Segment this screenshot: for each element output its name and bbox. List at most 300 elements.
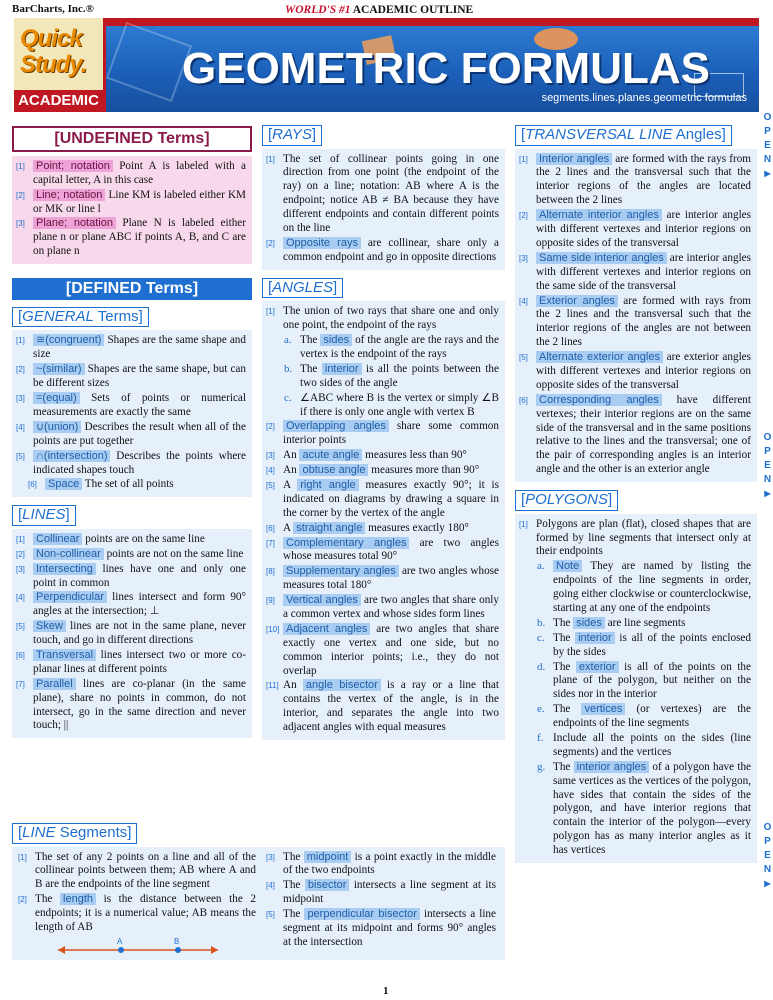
page-title: GEOMETRIC FORMULAS xyxy=(182,44,710,93)
term-highlight: obtuse angle xyxy=(299,464,368,476)
term-highlight: Corresponding angles xyxy=(536,394,662,406)
open-tab-top xyxy=(762,112,773,179)
polygons-heading-italic: POLYGONS xyxy=(525,491,608,509)
term-highlight: bisector xyxy=(305,879,350,891)
sub-text xyxy=(553,661,751,703)
term-highlight: ≅(congruent) xyxy=(33,334,104,346)
line-segments-section xyxy=(12,820,505,960)
list-item xyxy=(16,392,246,420)
term-highlight: Alternate exterior angles xyxy=(536,351,663,363)
sub-item xyxy=(519,732,751,760)
term-highlight: right angle xyxy=(297,479,358,491)
item-number: [3] xyxy=(519,253,528,263)
item-text xyxy=(33,548,246,562)
item-prefix: The xyxy=(283,908,305,921)
item-number: [2] xyxy=(16,190,25,200)
rays-panel xyxy=(262,149,505,270)
item-number: [1] xyxy=(16,534,25,544)
publisher-name: BarCharts, Inc.® xyxy=(12,3,94,15)
general-terms-panel xyxy=(12,330,252,497)
item-definition: measures exactly 90°; it is indicated on diagrams by drawing a square in the corner by the vertex of the angle xyxy=(283,479,499,519)
item-number: [2] xyxy=(266,238,275,248)
term-highlight: Overlapping angles xyxy=(283,420,389,432)
item-text xyxy=(35,851,256,893)
sub-letter: b. xyxy=(284,362,293,375)
term-highlight: ~(similar) xyxy=(33,363,85,375)
general-terms-heading: [GENERAL Terms] xyxy=(12,307,149,328)
item-prefix: An xyxy=(283,679,303,692)
item-prefix: The xyxy=(283,850,304,863)
lines-panel xyxy=(12,529,252,738)
item-number: [2] xyxy=(18,895,27,905)
title-banner xyxy=(14,18,759,112)
item-text xyxy=(283,420,499,448)
sub-item xyxy=(519,560,751,616)
sub-letter: a. xyxy=(537,560,545,573)
item-definition: measures more than 90° xyxy=(368,464,480,477)
list-item xyxy=(519,295,751,351)
term-highlight: Space xyxy=(45,478,82,490)
segments-heading-rest: Segments] xyxy=(55,824,132,841)
item-number: [2] xyxy=(16,549,25,559)
item-number: [6] xyxy=(16,651,25,660)
item-prefix: An xyxy=(283,464,300,477)
item-number: [1] xyxy=(16,336,25,346)
list-item xyxy=(16,189,246,217)
item-text xyxy=(283,479,499,521)
item-text xyxy=(283,449,499,463)
list-item xyxy=(18,893,256,935)
item-text xyxy=(536,209,751,251)
sub-definition: is all the points between the two sides of the angle xyxy=(300,362,499,389)
item-definition: is a point exactly in the middle of the two endpoints xyxy=(283,850,496,877)
point-b-marker xyxy=(175,947,181,953)
sub-prefix: The xyxy=(553,660,576,673)
term-highlight: vertices xyxy=(581,703,625,715)
item-text xyxy=(33,450,246,478)
term-highlight: Note xyxy=(553,560,582,572)
item-definition: lines intersect and form 90° angles at the intersection; ⊥ xyxy=(33,591,246,618)
point-a-marker xyxy=(118,947,124,953)
term-highlight: ∪(union) xyxy=(33,421,81,433)
list-item xyxy=(16,649,246,677)
term-highlight: Perpendicular xyxy=(33,591,107,603)
item-prefix: The xyxy=(35,893,61,906)
item-number: [1] xyxy=(266,307,275,317)
item-text xyxy=(45,478,246,492)
term-highlight: sides xyxy=(573,617,605,629)
list-item xyxy=(18,851,256,893)
item-number: [2] xyxy=(16,365,25,375)
item-text xyxy=(283,565,499,593)
open-tab-text: OPEN xyxy=(762,432,773,488)
general-heading-rest: Terms] xyxy=(93,307,143,325)
logo-quick: Quick xyxy=(20,25,82,52)
item-number: [4] xyxy=(16,593,25,603)
open-arrow-icon: ▶ xyxy=(764,879,771,888)
defined-terms-heading: [DEFINED Terms] xyxy=(12,278,252,300)
item-definition: Plane N is labeled either plane n or plane ABC if points A, B, and C are on plane n xyxy=(33,217,246,258)
item-prefix: An xyxy=(283,449,300,462)
item-definition: are two angles whose measures total 90° xyxy=(283,536,499,563)
item-text xyxy=(283,851,496,879)
item-text xyxy=(33,334,246,362)
general-heading-italic: GENERAL xyxy=(22,307,94,325)
item-definition: are formed with rays from the 2 lines and the transversal such that the interior regions of the angles are not between the 2 lines xyxy=(536,294,751,349)
term-highlight: angle bisector xyxy=(303,679,381,691)
item-definition: measures exactly 180° xyxy=(365,521,469,534)
item-number: [2] xyxy=(266,422,275,432)
sub-definition: They are named by listing the endpoints of the line segments in order, going either clockwise or counterclockwise, starting at any one of the endpoints xyxy=(553,560,751,615)
column-middle xyxy=(262,122,505,740)
item-definition: have different vertexes; their interior regions are on the same side of the transversal and in the same positions relative to the lines and the transversal; one of the pair of corresponding angles is an interior angle and the other is an exterior angle xyxy=(536,393,751,476)
rays-heading-italic: RAYS xyxy=(272,126,312,143)
sub-prefix: The xyxy=(553,631,576,644)
list-item xyxy=(266,565,499,593)
sub-item xyxy=(519,761,751,858)
item-number: [5] xyxy=(519,353,528,363)
sub-text xyxy=(553,732,751,760)
angles-heading: [ANGLES] xyxy=(262,278,343,299)
sub-letter: a. xyxy=(284,334,292,347)
item-text xyxy=(283,464,499,478)
term-highlight: midpoint xyxy=(304,851,352,863)
item-definition: Describes the result when all of the points are put together xyxy=(33,420,246,447)
list-item xyxy=(519,394,751,477)
term-highlight: Non-collinear xyxy=(33,548,104,560)
open-tab-middle xyxy=(762,432,773,499)
list-item xyxy=(519,351,751,393)
term-highlight: =(equal) xyxy=(33,392,80,404)
item-text xyxy=(536,252,751,294)
item-text xyxy=(283,522,499,536)
item-text xyxy=(283,537,499,565)
polygons-intro: Polygons are plan (flat), closed shapes that are formed by line segments that intersect only at their endpoints xyxy=(536,517,751,558)
item-number: [1] xyxy=(16,161,25,171)
item-text xyxy=(283,623,499,679)
list-item xyxy=(16,478,246,492)
item-text xyxy=(283,879,496,907)
item-number: [3] xyxy=(266,451,275,461)
item-number: [6] xyxy=(266,523,275,533)
list-item xyxy=(519,153,751,209)
item-text xyxy=(283,594,499,622)
item-number: [1] xyxy=(519,154,528,164)
segments-heading-italic: LINE xyxy=(22,824,56,841)
item-prefix: A xyxy=(283,521,294,534)
sub-item xyxy=(266,334,499,362)
item-definition: lines have one and only one point in common xyxy=(33,562,246,589)
sub-prefix: The xyxy=(300,362,322,375)
sub-text xyxy=(553,761,751,858)
term-highlight: interior angles xyxy=(574,761,650,773)
sub-definition: is all of the points enclosed by the sides xyxy=(553,631,751,658)
quickstudy-logo xyxy=(14,18,106,112)
transversal-heading-rest: Angles] xyxy=(672,126,726,143)
item-text xyxy=(33,533,246,547)
list-item xyxy=(519,518,751,560)
sub-text xyxy=(553,632,751,660)
list-item xyxy=(266,537,499,565)
item-text xyxy=(536,394,751,477)
item-definition: are two angles that share only a common vertex and whose sides form lines xyxy=(283,594,499,621)
item-definition: intersects a line segment at its midpoint xyxy=(283,879,496,906)
sub-definition: (or vertexes) are the endpoints of the line segments xyxy=(553,703,751,730)
item-definition: are interior angles with different vertexes and interior regions on the same side of the transversal xyxy=(536,251,751,292)
open-tab-bottom xyxy=(762,822,773,889)
polygons-heading: [POLYGONS] xyxy=(515,490,618,511)
list-item xyxy=(266,153,499,236)
item-definition: lines intersect two or more co-planar lines at different points xyxy=(33,649,246,675)
angles-heading-italic: ANGLES xyxy=(272,278,334,296)
list-item xyxy=(519,252,751,294)
logo-study: Study. xyxy=(20,51,87,78)
item-number: [3] xyxy=(16,394,25,404)
item-text xyxy=(33,620,246,648)
rays-heading: [RAYS] xyxy=(262,125,322,146)
lines-heading: [LINES] xyxy=(12,505,76,526)
sub-text xyxy=(300,363,499,391)
term-highlight: Same side interior angles xyxy=(536,252,667,264)
item-definition: Shapes are the same shape, but can be different sizes xyxy=(33,363,246,390)
open-arrow-icon: ▶ xyxy=(764,169,771,178)
term-highlight: Complementary angles xyxy=(283,537,409,549)
sub-letter: b. xyxy=(537,616,546,629)
item-number: [2] xyxy=(519,211,528,221)
item-text xyxy=(33,392,246,420)
item-number: [4] xyxy=(519,296,528,306)
segment-diagram xyxy=(18,936,256,956)
line-segments-left xyxy=(18,851,256,956)
item-number: [10] xyxy=(266,624,280,634)
term-highlight: Vertical angles xyxy=(283,594,361,606)
item-text xyxy=(33,421,246,449)
term-highlight: acute angle xyxy=(299,449,362,461)
sub-letter: e. xyxy=(537,703,545,716)
polygons-panel xyxy=(515,514,757,863)
list-item xyxy=(16,563,246,591)
term-highlight: sides xyxy=(320,334,352,346)
sub-definition: are line segments xyxy=(604,616,686,629)
term-highlight: Supplementary angles xyxy=(283,565,399,577)
lines-heading-italic: LINES xyxy=(22,506,66,524)
term-highlight: interior xyxy=(575,632,615,644)
sub-text xyxy=(300,334,499,362)
sub-prefix: The xyxy=(300,334,321,347)
item-number: [1] xyxy=(266,154,275,164)
list-item xyxy=(16,678,246,734)
term-highlight: Collinear xyxy=(33,533,82,545)
item-number: [5] xyxy=(16,622,25,632)
item-text xyxy=(33,363,246,391)
line-segments-right xyxy=(266,851,496,956)
term-highlight: Interior angles xyxy=(536,153,612,165)
item-definition: points are not on the same line xyxy=(103,547,244,560)
item-number: [7] xyxy=(16,679,25,689)
item-definition: The set of all points xyxy=(82,478,174,491)
item-definition: lines are co-planar (in the same plane), share no points in common, do not intersect, go in the same direction and never touch; || xyxy=(33,677,246,732)
item-number: [3] xyxy=(266,852,275,862)
sub-item xyxy=(519,632,751,660)
item-definition: share some common interior points xyxy=(283,420,499,447)
term-highlight: exterior xyxy=(576,661,619,673)
item-definition: Describes the points where indicated shapes touch xyxy=(33,449,246,476)
item-prefix: The xyxy=(283,879,305,892)
sub-definition: of the angle are the rays and the vertex is the endpoint of the rays xyxy=(300,334,499,360)
term-highlight: Parallel xyxy=(33,678,76,690)
sub-letter: g. xyxy=(537,760,546,773)
sub-item xyxy=(519,617,751,631)
list-item xyxy=(16,363,246,391)
sub-letter: c. xyxy=(284,391,292,404)
sub-text xyxy=(553,703,751,731)
item-text xyxy=(33,217,246,259)
item-number: [11] xyxy=(266,681,279,691)
sub-item xyxy=(519,661,751,703)
item-number: [6] xyxy=(519,395,528,405)
item-definition: Point A is labeled with a capital letter, A in this case xyxy=(33,159,246,186)
item-definition: are formed with the rays from the 2 lines and the transversal such that the interior regions of the angles are located between the 2 lines xyxy=(536,152,751,207)
sub-text xyxy=(553,617,751,631)
transversal-heading: [TRANSVERSAL LINE Angles] xyxy=(515,125,732,146)
term-highlight: Opposite rays xyxy=(283,237,361,249)
point-a-label: A xyxy=(117,936,123,946)
item-text xyxy=(283,153,499,236)
column-right xyxy=(515,122,757,863)
item-text xyxy=(283,908,496,950)
sub-letter: c. xyxy=(537,631,545,644)
term-highlight: Alternate interior angles xyxy=(536,209,662,221)
sub-prefix: The xyxy=(553,760,574,773)
point-b-label: B xyxy=(174,936,180,946)
tagline xyxy=(285,3,473,17)
item-number: [5] xyxy=(16,451,25,461)
list-item xyxy=(266,479,499,521)
angles-intro: The union of two rays that share one and only one point, the endpoint of the rays xyxy=(283,305,499,332)
list-item xyxy=(266,305,499,333)
list-item xyxy=(266,522,499,536)
item-text xyxy=(283,237,499,265)
column-left xyxy=(12,122,252,738)
item-text xyxy=(33,189,246,217)
list-item xyxy=(16,533,246,547)
sub-item xyxy=(266,392,499,420)
term-highlight: Transversal xyxy=(33,649,96,661)
logo-academic: ACADEMIC xyxy=(14,90,103,112)
term-highlight: Point; notation xyxy=(33,160,113,172)
list-item xyxy=(519,209,751,251)
item-text xyxy=(536,351,751,393)
item-text xyxy=(33,649,246,677)
item-number: [3] xyxy=(16,219,25,229)
list-item xyxy=(16,160,246,188)
page-subtitle: segments.lines.planes.geometric formulas xyxy=(541,92,747,105)
item-number: [4] xyxy=(16,422,25,432)
item-definition: are interior angles with different vertexes and interior regions on opposite sides of the transversal xyxy=(536,209,751,249)
sub-definition: ∠ABC where B is the vertex or simply ∠B if there is only one angle with vertex B xyxy=(300,391,499,418)
item-number: [4] xyxy=(266,466,275,476)
sub-definition: of a polygon have the same vertices as the vertices of the polygon, have sides that contain the sides of the polygon, and have interior regions that contain the interior of the polygon—every polygon has as many interior angles as it has vertices xyxy=(553,760,752,857)
list-item xyxy=(266,449,499,463)
item-text xyxy=(536,295,751,351)
page-number: 1 xyxy=(383,985,389,997)
transversal-panel xyxy=(515,149,757,482)
list-item xyxy=(266,420,499,448)
open-arrow-icon: ▶ xyxy=(764,489,771,498)
item-number: [6] xyxy=(28,480,37,490)
item-definition: measures less than 90° xyxy=(362,449,467,462)
sub-item xyxy=(519,703,751,731)
item-text xyxy=(33,160,246,188)
item-number: [3] xyxy=(16,564,25,574)
sub-definition: is all of the points on the plane of the polygon, but neither on the sides nor in the interior xyxy=(553,660,751,701)
list-item xyxy=(266,908,496,950)
item-definition: is a ray or a line that contains the vertex of the angle, is in the interior, and separates the angle into two adjacent angles with equal measures xyxy=(283,679,499,734)
term-highlight: ∩(intersection) xyxy=(33,450,110,462)
list-item xyxy=(16,620,246,648)
sub-prefix: The xyxy=(553,616,574,629)
list-item xyxy=(266,594,499,622)
list-item xyxy=(266,679,499,735)
banner-shape-decoration xyxy=(106,22,192,102)
item-definition: Line KM is labeled either KM or MK or line l xyxy=(33,188,246,215)
list-item xyxy=(266,623,499,679)
tagline-text: ACADEMIC OUTLINE xyxy=(352,4,474,16)
item-definition: are exterior angles with different vertexes and interior regions on opposite sides of the transversal xyxy=(536,351,752,391)
item-definition: is the distance between the 2 endpoints; it is a numerical value; AB means the length of AB xyxy=(35,893,256,934)
list-item xyxy=(266,879,496,907)
line-segments-panel xyxy=(12,847,505,960)
item-text xyxy=(33,678,246,734)
list-item xyxy=(16,334,246,362)
open-tab-text: OPEN xyxy=(762,112,773,168)
list-item xyxy=(16,548,246,562)
term-highlight: interior xyxy=(322,363,362,375)
item-definition: intersects a line segment at its midpoint and forms 90° angles at the intersection xyxy=(283,908,496,948)
item-number: [5] xyxy=(266,910,275,920)
term-highlight: Adjacent angles xyxy=(283,623,370,635)
term-highlight: Skew xyxy=(33,620,66,632)
tagline-highlight: WORLD'S #1 xyxy=(285,4,351,16)
item-definition: are collinear, share only a common endpoint and go in opposite directions xyxy=(283,236,499,263)
item-text xyxy=(33,591,246,619)
sub-prefix: The xyxy=(553,703,582,716)
term-highlight: Exterior angles xyxy=(536,295,618,307)
item-definition: lines are not in the same plane, never touch, and go in different directions xyxy=(33,620,246,647)
item-number: [4] xyxy=(266,881,275,891)
item-definition: are two angles whose measures total 180° xyxy=(283,565,499,592)
list-item xyxy=(266,464,499,478)
item-definition: are two angles that share exactly one vertex and one side, but no common interior points; i.e., they do not overlap xyxy=(283,622,499,677)
item-text xyxy=(35,893,256,935)
sub-letter: f. xyxy=(537,732,544,745)
undefined-terms-panel xyxy=(12,156,252,264)
term-highlight: straight angle xyxy=(293,522,365,534)
item-number: [1] xyxy=(519,519,528,529)
sub-item xyxy=(266,363,499,391)
line-segments-heading: [LINE Segments] xyxy=(12,823,137,844)
sub-definition: Include all the points on the sides (line segments) and the vertices xyxy=(553,732,751,758)
sub-text xyxy=(553,560,751,616)
item-definition: Sets of points or numerical measurements are exactly the same xyxy=(33,392,246,418)
item-text xyxy=(283,679,499,735)
item-definition: The set of collinear points going in one direction from one point (the endpoint of the ray) on a line; notation: AB where A is the endpoint; notice AB ≠ BA because they have different endpoints and contain different points on the line xyxy=(283,152,499,235)
open-tab-text: OPEN xyxy=(762,822,773,878)
list-item xyxy=(16,217,246,259)
sub-text xyxy=(300,392,499,420)
term-highlight: length xyxy=(60,893,96,905)
undefined-terms-heading: [UNDEFINED Terms] xyxy=(12,126,252,152)
